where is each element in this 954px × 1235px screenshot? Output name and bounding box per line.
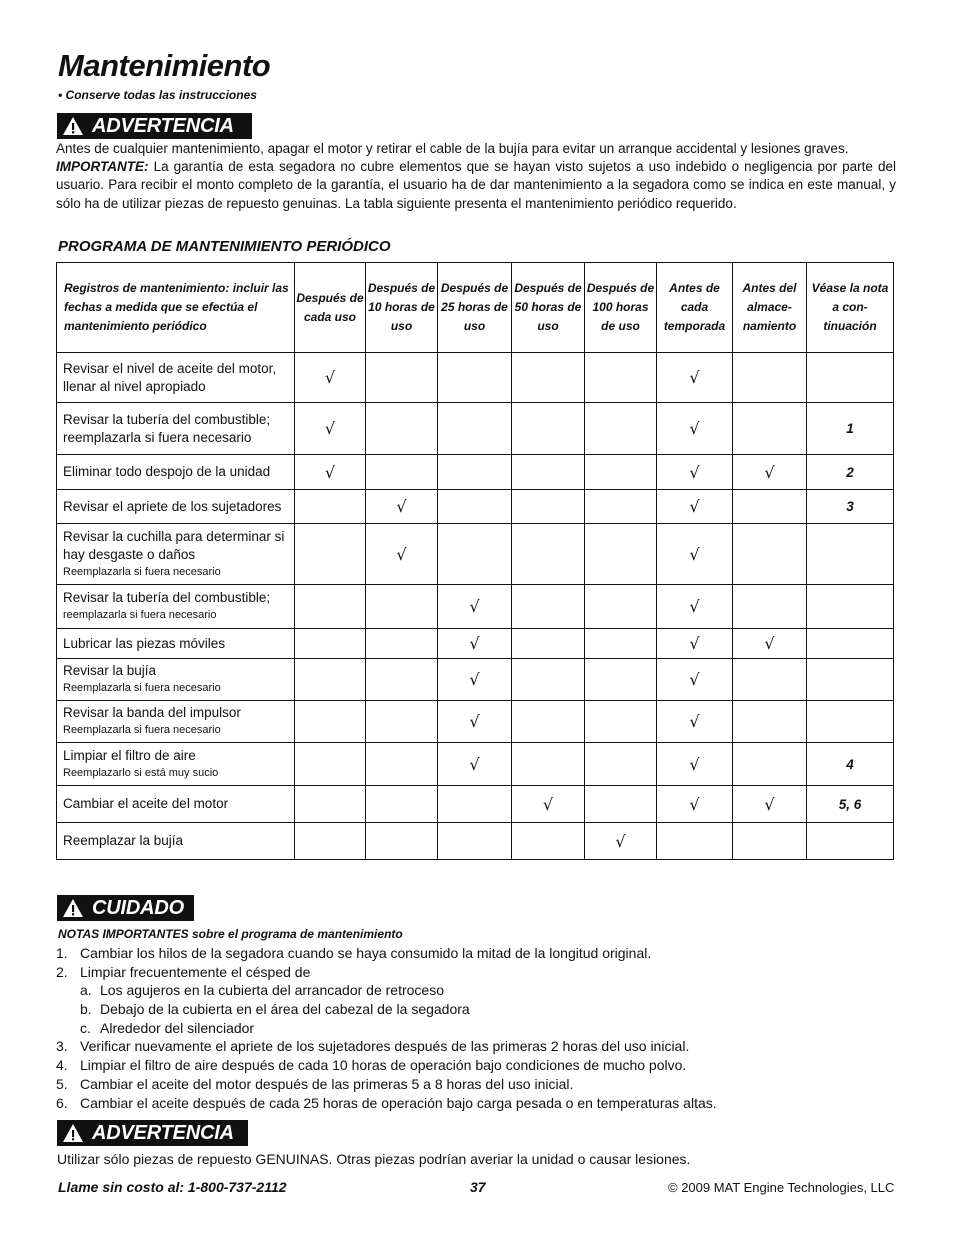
- note-item: [56, 944, 916, 963]
- caution-banner: [57, 895, 194, 921]
- empty-cell: [512, 353, 585, 403]
- empty-cell: [438, 786, 512, 823]
- empty-cell: [438, 353, 512, 403]
- task-label: Limpiar el filtro de aire: [63, 747, 196, 763]
- task-label: Revisar el apriete de los sujetadores: [63, 498, 282, 514]
- table-row: [57, 403, 894, 455]
- empty-cell: [295, 629, 366, 659]
- important-text: La garantía de esta segadora no cubre elementos que se hayan visto sujetos a uso indebido o negligencia por parte del usuario. Para recibir el monto completo de la garantía, el usuario ha de dar mantenimiento a la segadora como se indica en este manual, y sólo ha de utilizar piezas de repuesto genuinas. La tabla siguiente presenta el mantenimiento periódico requerido.: [56, 159, 896, 211]
- task-cell: [57, 353, 295, 403]
- empty-cell: [585, 524, 657, 585]
- empty-cell: [733, 823, 807, 860]
- page-title: Mantenimiento: [58, 48, 271, 83]
- empty-cell: [295, 490, 366, 524]
- note-number: 3.: [56, 1038, 68, 1055]
- page-number: 37: [470, 1179, 486, 1195]
- note-reference-cell: [807, 823, 894, 860]
- empty-cell: [585, 701, 657, 743]
- task-cell: [57, 701, 295, 743]
- schedule-heading: PROGRAMA DE MANTENIMIENTO PERIÓDICO: [58, 238, 391, 255]
- empty-cell: [438, 823, 512, 860]
- warning-label: ADVERTENCIA: [92, 114, 234, 137]
- check-mark-cell: √: [657, 743, 733, 786]
- empty-cell: [512, 455, 585, 490]
- column-header-records: Registros de mantenimiento: incluir las fechas a medida que se efectúa el mantenimiento periódico: [57, 263, 295, 353]
- empty-cell: [733, 353, 807, 403]
- task-cell: [57, 629, 295, 659]
- note-reference-cell: [807, 524, 894, 585]
- task-cell: [57, 490, 295, 524]
- footer-copyright: © 2009 MAT Engine Technologies, LLC: [668, 1180, 895, 1195]
- task-label: Revisar la tubería del combustible; reemplazarla si fuera necesario: [63, 411, 271, 445]
- empty-cell: [512, 701, 585, 743]
- empty-cell: [512, 403, 585, 455]
- empty-cell: [295, 701, 366, 743]
- warning-sentence: Antes de cualquier mantenimiento, apagar el motor y retirar el cable de la bujía para evitar un arranque accidental y lesiones graves.: [56, 141, 849, 156]
- empty-cell: [512, 585, 585, 629]
- empty-cell: [733, 585, 807, 629]
- note-item: [56, 1056, 916, 1075]
- task-label: Revisar la banda del impulsor: [63, 705, 241, 720]
- warning-label: ADVERTENCIA: [92, 1121, 234, 1144]
- empty-cell: [585, 455, 657, 490]
- task-label: Revisar el nivel de aceite del motor, llenar al nivel apropiado: [63, 360, 277, 394]
- footer-phone: Llame sin costo al: 1-800-737-2112: [58, 1179, 287, 1195]
- table-row: [57, 524, 894, 585]
- table-row: [57, 743, 894, 786]
- note-item: [56, 1000, 916, 1019]
- note-item: [56, 981, 916, 1000]
- empty-cell: [585, 786, 657, 823]
- empty-cell: [585, 743, 657, 786]
- check-mark-cell: √: [657, 353, 733, 403]
- check-mark-cell: √: [657, 490, 733, 524]
- task-sublabel: reemplazarla si fuera necesario: [63, 609, 217, 621]
- empty-cell: [366, 353, 438, 403]
- check-mark-cell: √: [733, 629, 807, 659]
- column-header: Después de 100 horas de uso: [585, 263, 657, 353]
- table-row: [57, 823, 894, 860]
- table-header-row: [57, 263, 894, 353]
- warning-banner-top: [57, 113, 252, 139]
- note-number: b.: [80, 1001, 92, 1018]
- empty-cell: [366, 743, 438, 786]
- task-cell: [57, 786, 295, 823]
- warning-text: [56, 140, 896, 213]
- empty-cell: [366, 786, 438, 823]
- check-mark-cell: √: [366, 490, 438, 524]
- caution-label: CUIDADO: [92, 896, 184, 919]
- empty-cell: [438, 490, 512, 524]
- empty-cell: [366, 701, 438, 743]
- note-reference-cell: [807, 585, 894, 629]
- empty-cell: [438, 455, 512, 490]
- note-reference-cell: 3: [807, 490, 894, 524]
- check-mark-cell: √: [657, 786, 733, 823]
- table-row: [57, 629, 894, 659]
- warning-triangle-icon: [62, 1123, 84, 1143]
- check-mark-cell: √: [733, 455, 807, 490]
- check-mark-cell: √: [366, 524, 438, 585]
- table-row: [57, 455, 894, 490]
- empty-cell: [512, 743, 585, 786]
- task-cell: [57, 455, 295, 490]
- note-reference-cell: [807, 629, 894, 659]
- empty-cell: [512, 524, 585, 585]
- empty-cell: [295, 524, 366, 585]
- task-cell: [57, 524, 295, 585]
- note-text: Cambiar el aceite después de cada 25 horas de operación bajo carga pesada o en temperaturas altas.: [80, 1094, 717, 1111]
- notes-title: NOTAS IMPORTANTES sobre el programa de mantenimiento: [58, 927, 403, 941]
- task-cell: [57, 585, 295, 629]
- note-text: Los agujeros en la cubierta del arrancador de retroceso: [100, 982, 444, 999]
- empty-cell: [585, 403, 657, 455]
- task-sublabel: Reemplazarla si fuera necesario: [63, 724, 221, 736]
- empty-cell: [366, 823, 438, 860]
- warning-banner-bottom: [57, 1120, 248, 1146]
- important-label: IMPORTANTE:: [56, 159, 149, 175]
- empty-cell: [366, 585, 438, 629]
- task-cell: [57, 659, 295, 701]
- warning-triangle-icon: [62, 898, 84, 918]
- note-number: a.: [80, 982, 92, 999]
- empty-cell: [512, 823, 585, 860]
- note-number: 4.: [56, 1057, 68, 1074]
- maintenance-schedule-table: [56, 262, 894, 860]
- note-number: 5.: [56, 1075, 68, 1092]
- check-mark-cell: √: [657, 659, 733, 701]
- empty-cell: [585, 585, 657, 629]
- check-mark-cell: √: [585, 823, 657, 860]
- task-cell: [57, 403, 295, 455]
- check-mark-cell: √: [438, 701, 512, 743]
- empty-cell: [366, 629, 438, 659]
- empty-cell: [438, 403, 512, 455]
- table-row: [57, 786, 894, 823]
- empty-cell: [733, 524, 807, 585]
- check-mark-cell: √: [657, 585, 733, 629]
- note-text: Verificar nuevamente el apriete de los sujetadores después de las primeras 2 horas del uso inicial.: [80, 1038, 690, 1055]
- empty-cell: [366, 455, 438, 490]
- task-cell: [57, 743, 295, 786]
- empty-cell: [733, 403, 807, 455]
- task-label: Cambiar el aceite del motor: [63, 796, 229, 811]
- note-reference-cell: [807, 701, 894, 743]
- task-sublabel: Reemplazarla si fuera necesario: [63, 682, 221, 694]
- check-mark-cell: √: [295, 403, 366, 455]
- notes-list: [56, 944, 916, 1112]
- note-item: [56, 1019, 916, 1038]
- note-text: Limpiar el filtro de aire después de cada 10 horas de operación bajo condiciones de mucho polvo.: [80, 1057, 687, 1074]
- task-label: Eliminar todo despojo de la unidad: [63, 464, 271, 479]
- column-header: Después de 25 horas de uso: [438, 263, 512, 353]
- empty-cell: [366, 659, 438, 701]
- empty-cell: [295, 659, 366, 701]
- check-mark-cell: √: [438, 585, 512, 629]
- empty-cell: [733, 743, 807, 786]
- column-header: Antes de cada temporada: [657, 263, 733, 353]
- check-mark-cell: √: [295, 455, 366, 490]
- note-reference-cell: 5, 6: [807, 786, 894, 823]
- note-item: [56, 1075, 916, 1094]
- check-mark-cell: √: [438, 629, 512, 659]
- empty-cell: [585, 490, 657, 524]
- column-header: Después de cada uso: [295, 263, 366, 353]
- note-number: c.: [80, 1019, 91, 1036]
- empty-cell: [585, 353, 657, 403]
- empty-cell: [512, 629, 585, 659]
- column-header: Véase la nota a con- tinuación: [807, 263, 894, 353]
- empty-cell: [295, 823, 366, 860]
- table-row: [57, 701, 894, 743]
- task-label: Reemplazar la bujía: [63, 833, 184, 848]
- warning-text-bottom: Utilizar sólo piezas de repuesto GENUINAS. Otras piezas podrían averiar la unidad o causar lesiones.: [57, 1151, 691, 1167]
- note-reference-cell: 4: [807, 743, 894, 786]
- empty-cell: [366, 403, 438, 455]
- note-item: [56, 1094, 916, 1113]
- table-row: [57, 353, 894, 403]
- note-text: Debajo de la cubierta en el área del cabezal de la segadora: [100, 1001, 470, 1018]
- note-reference-cell: [807, 353, 894, 403]
- empty-cell: [585, 629, 657, 659]
- table-row: [57, 490, 894, 524]
- check-mark-cell: √: [295, 353, 366, 403]
- check-mark-cell: √: [657, 629, 733, 659]
- note-reference-cell: [807, 659, 894, 701]
- empty-cell: [295, 585, 366, 629]
- column-header: Después de 10 horas de uso: [366, 263, 438, 353]
- empty-cell: [733, 701, 807, 743]
- column-header: Después de 50 horas de uso: [512, 263, 585, 353]
- note-reference-cell: 2: [807, 455, 894, 490]
- check-mark-cell: √: [733, 786, 807, 823]
- empty-cell: [657, 823, 733, 860]
- check-mark-cell: √: [657, 701, 733, 743]
- note-text: Limpiar frecuentemente el césped de: [80, 963, 311, 980]
- empty-cell: [512, 490, 585, 524]
- check-mark-cell: √: [438, 743, 512, 786]
- column-header: Antes del almace- namiento: [733, 263, 807, 353]
- empty-cell: [438, 524, 512, 585]
- empty-cell: [295, 786, 366, 823]
- task-label: Revisar la tubería del combustible;: [63, 590, 271, 605]
- task-label: Lubricar las piezas móviles: [63, 635, 226, 651]
- page-subtitle: • Conserve todas las instrucciones: [58, 88, 257, 102]
- note-text: Alrededor del silenciador: [100, 1019, 255, 1036]
- task-sublabel: Reemplazarlo si está muy sucio: [63, 766, 219, 779]
- empty-cell: [295, 743, 366, 786]
- note-text: Cambiar el aceite del motor después de las primeras 5 a 8 horas del uso inicial.: [80, 1075, 574, 1092]
- task-cell: [57, 823, 295, 860]
- check-mark-cell: √: [657, 524, 733, 585]
- note-item: [56, 963, 916, 982]
- check-mark-cell: √: [512, 786, 585, 823]
- empty-cell: [733, 490, 807, 524]
- task-sublabel: Reemplazarla si fuera necesario: [63, 565, 221, 578]
- task-label: Revisar la bujía: [63, 663, 157, 678]
- note-number: 2.: [56, 963, 68, 980]
- note-number: 6.: [56, 1094, 68, 1111]
- note-text: Cambiar los hilos de la segadora cuando se haya consumido la mitad de la longitud original.: [80, 945, 652, 961]
- note-item: [56, 1037, 916, 1056]
- empty-cell: [585, 659, 657, 701]
- warning-triangle-icon: [62, 116, 84, 136]
- check-mark-cell: √: [657, 403, 733, 455]
- note-number: 1.: [56, 945, 68, 961]
- note-reference-cell: 1: [807, 403, 894, 455]
- empty-cell: [733, 659, 807, 701]
- task-label: Revisar la cuchilla para determinar si hay desgaste o daños: [63, 528, 285, 562]
- table-row: [57, 585, 894, 629]
- empty-cell: [512, 659, 585, 701]
- check-mark-cell: √: [438, 659, 512, 701]
- check-mark-cell: √: [657, 455, 733, 490]
- table-row: [57, 659, 894, 701]
